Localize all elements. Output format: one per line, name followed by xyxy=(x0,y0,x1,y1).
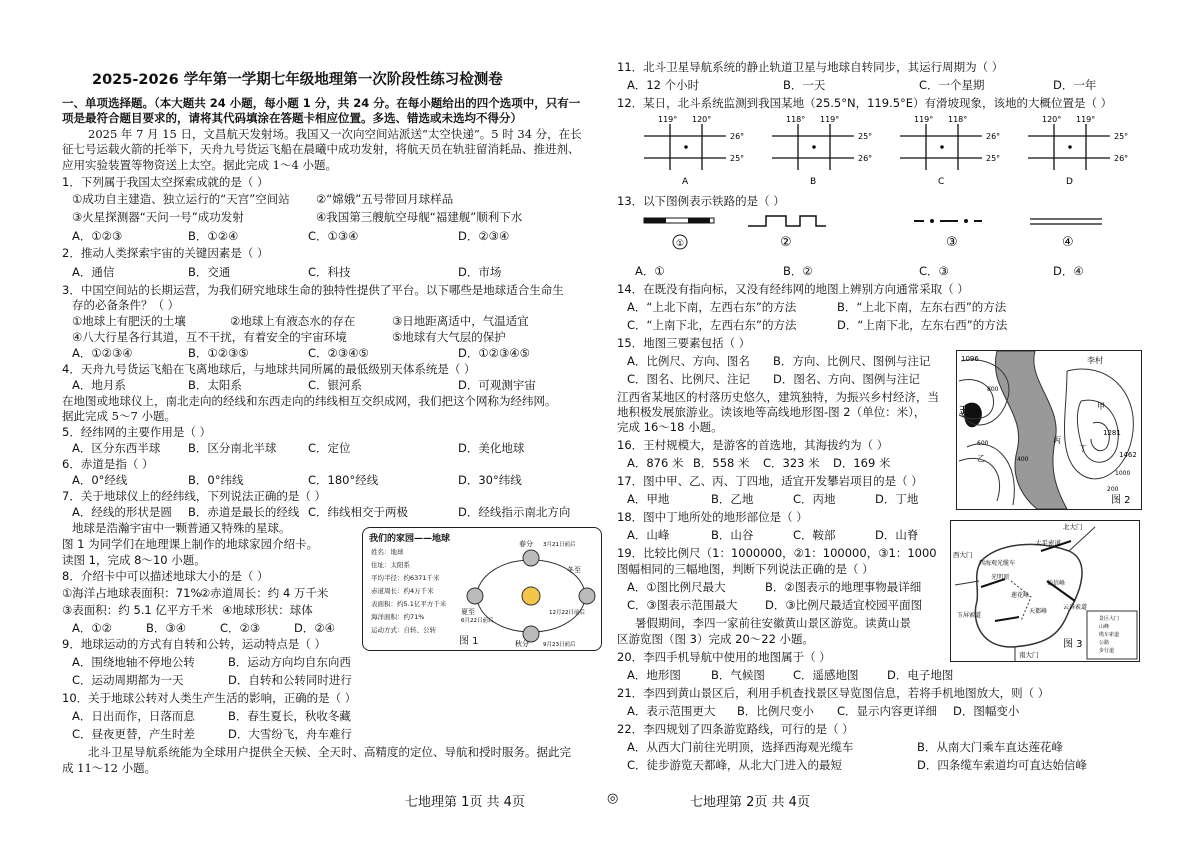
legend-symbol-2 xyxy=(748,216,826,226)
option-c: C．鞍部 xyxy=(793,528,836,542)
season-label: 春分 xyxy=(519,540,533,548)
option-a: A．12 个小时 xyxy=(627,78,700,92)
option-d: D．四条缆车索道均可直达始信峰 xyxy=(917,758,1087,772)
option-d: D．②④ xyxy=(294,621,335,635)
question-stem: 5．经纬网的主要作用是（ ） xyxy=(62,425,211,439)
card-title: 我们的家园——地球 xyxy=(369,534,451,544)
option-c: C．徒步游览天都峰，从北大门进入的最短 xyxy=(627,758,843,772)
figure-caption: 图 2 xyxy=(1111,495,1131,506)
map-label: 玉屏索道 xyxy=(957,612,982,619)
option-a: A．围绕地轴不停地公转 xyxy=(72,655,195,669)
statement: ④地球形状：球体 xyxy=(222,603,313,617)
intro-text: 2025 年 7 月 15 日，文昌航天发射场。我国又一次向空间站派送“太空快递”。5 时 34 分，在长 xyxy=(88,127,582,141)
option-letter: B xyxy=(810,177,817,186)
statement: ②“嫦娥”五号带回月球样品 xyxy=(316,192,454,206)
card-item: 表面积：约5.1亿平方千米 xyxy=(371,600,447,608)
question-stem-2: 图幅相同的三幅地图，判断下列说法正确的是（ ） xyxy=(617,562,874,576)
option-a: A．“上北下南，左西右东”的方法 xyxy=(627,300,797,314)
place-label: 李村 xyxy=(1087,356,1103,365)
option-d: D．③比例尺最适宜校园平面图 xyxy=(765,598,923,612)
option-d: D．美化地球 xyxy=(458,441,525,455)
map-label: 天都峰 xyxy=(1029,608,1048,615)
date-label: 9月23日前后 xyxy=(543,642,576,648)
contour-line xyxy=(967,444,1014,505)
option-b: B．太阳系 xyxy=(188,378,242,392)
option-b: B．一天 xyxy=(783,78,826,92)
question-stem: 1．下列属于我国太空探索成就的是（ ） xyxy=(62,175,269,189)
option-c: C．显示内容更详细 xyxy=(837,704,938,718)
q13-legend-symbols xyxy=(640,212,1110,254)
option-c: C．运动周期都为一天 xyxy=(72,673,184,687)
option-b: B．② xyxy=(783,264,813,278)
question-stem: 10．关于地球公转对人类生产生活的影响，正确的是（ ） xyxy=(62,691,357,705)
earth-icon xyxy=(579,588,595,604)
question-stem: 3．中国空间站的长期运营，为我们研究地球生命的独特性提供了平台。以下哪些是地球适合生命生 xyxy=(62,283,564,297)
legend-item: 公路 xyxy=(1099,640,1110,646)
elevation-label: 1281 xyxy=(1103,429,1121,437)
elevation-label: 1462 xyxy=(1119,451,1137,459)
intro-text: 完成 16～18 小题。 xyxy=(617,420,723,434)
river xyxy=(995,351,1067,509)
option-c: C．323 米 xyxy=(763,456,820,470)
longitude-label: 119° xyxy=(1076,115,1096,124)
option-b: B．②图表示的地理事物最详细 xyxy=(765,580,922,594)
date-label: 12月22日前后 xyxy=(549,610,585,616)
location-point xyxy=(684,145,688,149)
place-label: 甲 xyxy=(1097,402,1105,411)
option-a: A．地形图 xyxy=(627,668,681,682)
legend-label: ④ xyxy=(1062,235,1074,250)
statement: ④八大行星各行其道，互不干扰，有着安全的宇宙环境 xyxy=(72,330,347,344)
contour-value: 600 xyxy=(977,440,989,447)
option-b: B．交通 xyxy=(188,265,231,279)
map-label: 莲花峰 xyxy=(1011,592,1030,599)
option-c: C．银河系 xyxy=(308,378,363,392)
latitude-label: 25° xyxy=(1114,132,1129,141)
legend-symbol-4 xyxy=(1030,219,1102,224)
option-d: D．大雪纷飞，舟车难行 xyxy=(228,727,352,741)
longitude-label: 119° xyxy=(820,115,840,124)
option-d: D．经线指示南北方向 xyxy=(458,505,571,519)
option-d: D．30°纬线 xyxy=(458,473,522,487)
earth-icon xyxy=(467,588,483,604)
option-d: D．可观测宇宙 xyxy=(458,378,536,392)
statement: ①成功自主建造、独立运行的“天宫”空间站 xyxy=(72,192,290,206)
question-stem: 2．推动人类探索宇宙的关键因素是（ ） xyxy=(62,246,269,260)
legend-label: ③ xyxy=(946,235,958,250)
option-d: D．一年 xyxy=(1053,78,1097,92)
option-b: B．乙地 xyxy=(711,492,754,506)
legend-item: 景区大门 xyxy=(1099,616,1120,622)
option-d: D．④ xyxy=(1053,264,1084,278)
intro-text: 据此完成 5～7 小题。 xyxy=(62,409,176,423)
option-b: B．从南大门乘车直达莲花峰 xyxy=(917,740,1063,754)
option-d: D．丁地 xyxy=(875,492,919,506)
latitude-label: 26° xyxy=(858,154,873,163)
longitude-label: 120° xyxy=(1042,115,1062,124)
legend-label: ① xyxy=(676,239,685,249)
option-c: C．纬线相交于两极 xyxy=(308,505,409,519)
option-d: D．市场 xyxy=(458,265,502,279)
option-a: A．地月系 xyxy=(72,378,126,392)
intro-text: 地积极发展旅游业。读该地等高线地形图-图 2（单位：米）， xyxy=(617,405,926,419)
option-c: C．③ xyxy=(919,264,949,278)
option-b: B．①②③⑤ xyxy=(188,346,249,360)
longitude-label: 119° xyxy=(658,115,678,124)
option-c: C．180°经线 xyxy=(308,473,379,487)
statement: ③表面积：约 5.1 亿平方千米 xyxy=(62,603,213,617)
option-a: A．① xyxy=(635,264,665,278)
option-c: C．②③④⑤ xyxy=(308,346,369,360)
date-label: 6月22日前后 xyxy=(461,618,494,624)
option-b: B．③④ xyxy=(146,621,187,635)
place-label: 丁 xyxy=(1079,444,1087,453)
intro-text: 北斗卫星导航系统能为全球用户提供全天候、全天时、高精度的定位、导航和授时服务。据此完 xyxy=(88,745,571,759)
sun-icon xyxy=(522,587,540,605)
contour-value: 1000 xyxy=(1115,470,1131,477)
option-a: A．876 米 xyxy=(627,456,684,470)
date-label: 3月21日前后 xyxy=(543,542,576,548)
intro-text: 地球是浩瀚宇宙中一颗普通又特殊的星球。 xyxy=(72,521,291,535)
question-stem: 13．以下图例表示铁路的是（ ） xyxy=(617,194,785,208)
contour-value: 400 xyxy=(1017,456,1029,463)
intro-text: 征七号运载火箭的托举下，天舟九号货运飞船在晨曦中成功发射，将航天员在轨驻留消耗品、推进剂、 xyxy=(62,142,580,156)
legend-item: 缆车索道 xyxy=(1099,632,1120,638)
legend-label: ② xyxy=(780,235,792,250)
option-c: C．遥感地图 xyxy=(793,668,859,682)
option-b: B．558 米 xyxy=(693,456,750,470)
orbit-diagram xyxy=(459,538,599,648)
option-a: A．甲地 xyxy=(627,492,670,506)
legend-item: 山峰 xyxy=(1099,624,1110,630)
question-stem: 15．地图三要素包括（ ） xyxy=(617,336,751,350)
question-stem: 19．比较比例尺（1：1000000，②1：100000，③1：1000 xyxy=(617,546,937,560)
statement: ①地球上有肥沃的土壤 xyxy=(72,314,186,328)
section-heading: 一、单项选择题。（本大题共 24 小题，每小题 1 分，共 24 分。在每小题给出的四个选项中，只有一 xyxy=(62,96,581,110)
option-a: A．比例尺、方向、图名 xyxy=(627,354,750,368)
option-d: D．②③④ xyxy=(458,229,510,243)
longitude-label: 118° xyxy=(948,115,968,124)
option-c: C．③图表示范围最大 xyxy=(627,598,738,612)
statement: ③日地距离适中，气温适宜 xyxy=(392,314,529,328)
location-point xyxy=(812,145,816,149)
option-d: D．169 米 xyxy=(833,456,891,470)
option-c: C．②③ xyxy=(220,621,261,635)
place-label: 丙 xyxy=(1053,436,1061,445)
statement: ⑤地球有大气层的保护 xyxy=(392,330,506,344)
figure-1-earth-card xyxy=(362,527,602,651)
longitude-label: 119° xyxy=(914,115,934,124)
page-footer-mark: ◎ xyxy=(607,791,619,806)
option-a: A．山峰 xyxy=(627,528,670,542)
map-label: 西海观光缆车 xyxy=(979,560,1016,567)
option-letter: D xyxy=(1066,177,1073,186)
option-a: A．①② xyxy=(72,621,112,635)
option-a: A．①图比例尺最大 xyxy=(627,580,726,594)
option-b: B．方向、比例尺、图例与注记 xyxy=(773,354,931,368)
grid-option-d xyxy=(1024,114,1134,186)
option-c: C．①③④ xyxy=(308,229,359,243)
option-a: A．0°经线 xyxy=(72,473,128,487)
card-item: 运动方式：自转、公转 xyxy=(371,626,436,634)
contour-value: 200 xyxy=(1107,486,1119,493)
question-stem: 18．图中丁地所处的地形部位是（ ） xyxy=(617,510,808,524)
option-d: D．自转和公转同时进行 xyxy=(228,673,352,687)
option-letter: A xyxy=(682,177,689,186)
option-b: B．“上北下南，左东右西”的方法 xyxy=(837,300,1007,314)
contour-map xyxy=(957,351,1141,509)
option-b: B．①②④ xyxy=(188,229,239,243)
place-label: 王村 xyxy=(959,406,978,416)
question-stem-2: 存的必备条件？（ ） xyxy=(72,298,180,312)
question-stem: 17．图中甲、乙、丙、丁四地，适宜开发攀岩项目的是（ ） xyxy=(617,474,923,488)
option-d: D．山脊 xyxy=(875,528,919,542)
latitude-label: 25° xyxy=(858,132,873,141)
legend-item: 步行道 xyxy=(1099,648,1115,654)
option-c: C．“上南下北，左西右东”的方法 xyxy=(627,318,797,332)
question-stem: 4．天舟九号货运飞船在飞离地球后，与地球共同所属的最低级别天体系统是（ ） xyxy=(62,362,476,376)
intro-text: 读图 1，完成 8～10 小题。 xyxy=(62,553,206,567)
option-d: D．“上南下北，左东右西”的方法 xyxy=(837,318,1008,332)
longitude-label: 118° xyxy=(786,115,806,124)
card-item: 住址：太阳系 xyxy=(371,561,410,569)
season-label: 夏至 xyxy=(461,608,475,616)
option-c: C．一个星期 xyxy=(919,78,985,92)
contour-line xyxy=(959,458,1000,501)
intro-text: 应用实验装置等物资送上太空。据此完成 1～4 小题。 xyxy=(62,158,337,172)
option-d: D．图名、方向、图例与注记 xyxy=(773,372,920,386)
cableway xyxy=(995,617,1019,621)
figure-3-scenic-map xyxy=(950,520,1140,662)
option-b: B．0°纬线 xyxy=(188,473,244,487)
card-items xyxy=(371,546,446,637)
map-label: 西大门 xyxy=(953,551,973,559)
statement: ②赤道周长：约 4 万千米 xyxy=(200,586,329,600)
intro-text: 江西省某地区的村落历史悠久，建筑独特，为振兴乡村经济，当 xyxy=(617,390,939,404)
option-d: D．①②③④⑤ xyxy=(458,346,530,360)
scenic-map xyxy=(951,521,1139,661)
question-stem: 8．介绍卡中可以描述地球大小的是（ ） xyxy=(62,569,269,583)
map-label: 太平索道 xyxy=(1035,539,1061,547)
legend-symbol-1 xyxy=(644,218,714,223)
question-stem: 20．李四手机导航中使用的地图属于（ ） xyxy=(617,650,831,664)
question-stem: 14．在既没有指向标，又没有经纬网的地图上辨别方向通常采取（ ） xyxy=(617,282,969,296)
option-c: C．科技 xyxy=(308,265,351,279)
option-b: B．气候图 xyxy=(711,668,765,682)
earth-icon xyxy=(523,550,539,566)
road xyxy=(955,581,979,585)
place-label: 乙 xyxy=(977,454,985,463)
exam-title: 2025-2026 学年第一学期七年级地理第一次阶段性练习检测卷 xyxy=(92,72,503,88)
option-a: A．①②③④ xyxy=(72,346,133,360)
option-a: A．①②③ xyxy=(72,229,123,243)
question-stem: 21．李四到黄山景区后，利用手机查找景区导览图信息，若将手机地图放大，则（ ） xyxy=(617,686,1050,700)
option-a: A．经线的形状是圆 xyxy=(72,505,172,519)
section-heading-2: 项是最符合题目要求的，请将其代码填涂在答题卡相应位置。多选、错选或未选均不得分） xyxy=(62,111,522,125)
figure-caption: 图 3 xyxy=(1063,639,1083,650)
option-b: B．山谷 xyxy=(711,528,754,542)
option-letter: C xyxy=(938,177,945,186)
option-d: D．图幅变小 xyxy=(953,704,1020,718)
option-b: B．春生夏长，秋收冬藏 xyxy=(228,709,351,723)
location-point xyxy=(1068,145,1072,149)
option-a: A．区分东西半球 xyxy=(72,441,161,455)
question-stem: 9．地球运动的方式有自转和公转，运动特点是（ ） xyxy=(62,637,326,651)
grid-option-a xyxy=(640,114,750,186)
figure-caption: 图 1 xyxy=(459,636,479,647)
page-footer-right: 七地理第 2页 共 4页 xyxy=(690,795,810,810)
grid-option-c xyxy=(896,114,1006,186)
contour-value: 800 xyxy=(987,386,999,393)
statement: ②地球上有液态水的存在 xyxy=(230,314,356,328)
grid-option-b xyxy=(768,114,878,186)
map-label: 南大门 xyxy=(1019,651,1039,659)
option-c: C．昼夜更替，产生时差 xyxy=(72,727,196,741)
map-label: 光明顶 xyxy=(991,574,1010,581)
option-c: C．丙地 xyxy=(793,492,836,506)
figure-2-contour-map xyxy=(956,350,1142,510)
card-item: 海洋面积：约71% xyxy=(371,613,425,621)
intro-text: 在地图或地球仪上，南北走向的经线和东西走向的纬线相互交织成网，我们把这个网称为经纬网。 xyxy=(62,394,557,408)
statement: ①海洋占地球表面积：71% xyxy=(62,586,202,600)
option-c: C．定位 xyxy=(308,441,351,455)
statement: ④我国第三艘航空母舰“福建舰”顺利下水 xyxy=(316,210,523,224)
option-a: A．从西大门前往光明顶，选择西海观光缆车 xyxy=(627,740,854,754)
intro-text: 暑假期间，李四一家前往安徽黄山景区游览。读黄山景 xyxy=(635,616,911,630)
card-item: 平均半径：约6371千米 xyxy=(371,574,440,582)
question-stem: 16．王村规模大，是游客的首选地，其海拔约为（ ） xyxy=(617,438,889,452)
question-stem: 11．北斗卫星导航系统的静止轨道卫星与地球自转同步，其运行周期为（ ） xyxy=(617,60,1004,74)
card-item: 姓名：地球 xyxy=(371,548,404,556)
season-label: 冬至 xyxy=(567,566,581,574)
option-c: C．图名、比例尺、注记 xyxy=(627,372,751,386)
option-a: A．日出而作，日落而息 xyxy=(72,709,195,723)
statement: ③火星探测器“天问一号”成功发射 xyxy=(72,210,244,224)
legend-labels xyxy=(673,235,1074,250)
option-b: B．赤道是最长的经线 xyxy=(188,505,300,519)
latitude-label: 26° xyxy=(730,132,745,141)
option-b: B．区分南北半球 xyxy=(188,441,277,455)
elevation-label: 1096 xyxy=(961,355,979,363)
option-b: B．比例尺变小 xyxy=(737,704,814,718)
latitude-label: 26° xyxy=(986,132,1001,141)
location-point xyxy=(940,145,944,149)
option-b: B．运动方向均自东向西 xyxy=(228,655,351,669)
intro-text: 成 11～12 小题。 xyxy=(62,761,157,775)
latitude-label: 25° xyxy=(730,154,745,163)
page-footer-left: 七地理第 1页 共 4页 xyxy=(405,795,525,810)
footpath xyxy=(1011,581,1031,621)
season-label: 秋分 xyxy=(515,640,529,648)
question-stem: 7．关于地球仪上的经纬线，下列说法正确的是（ ） xyxy=(62,489,326,503)
latitude-label: 26° xyxy=(1114,154,1129,163)
longitude-label: 120° xyxy=(692,115,712,124)
card-item: 赤道周长：约4万千米 xyxy=(371,587,434,595)
latitude-label: 25° xyxy=(986,154,1001,163)
map-label: 始信峰 xyxy=(1047,580,1066,587)
option-a: A．表示范围更大 xyxy=(627,704,716,718)
legend-symbol-3 xyxy=(914,219,982,223)
option-d: D．电子地图 xyxy=(887,668,954,682)
question-stem: 12．某日，北斗系统监测到我国某地（25.5°N，119.5°E）有滑坡现象，该地的大概位置是（ ） xyxy=(617,96,1113,110)
map-label: 北大门 xyxy=(1063,523,1083,531)
map-label: 云谷索道 xyxy=(1063,604,1088,611)
option-a: A．通信 xyxy=(72,265,115,279)
intro-text: 区游览图（图 3）完成 20～22 小题。 xyxy=(617,632,815,646)
intro-text: 图 1 为同学们在地理课上制作的地球家园介绍卡。 xyxy=(62,537,319,551)
question-stem: 22．李四规划了四条游览路线，可行的是（ ） xyxy=(617,722,854,736)
question-stem: 6．赤道是指（ ） xyxy=(62,457,154,471)
